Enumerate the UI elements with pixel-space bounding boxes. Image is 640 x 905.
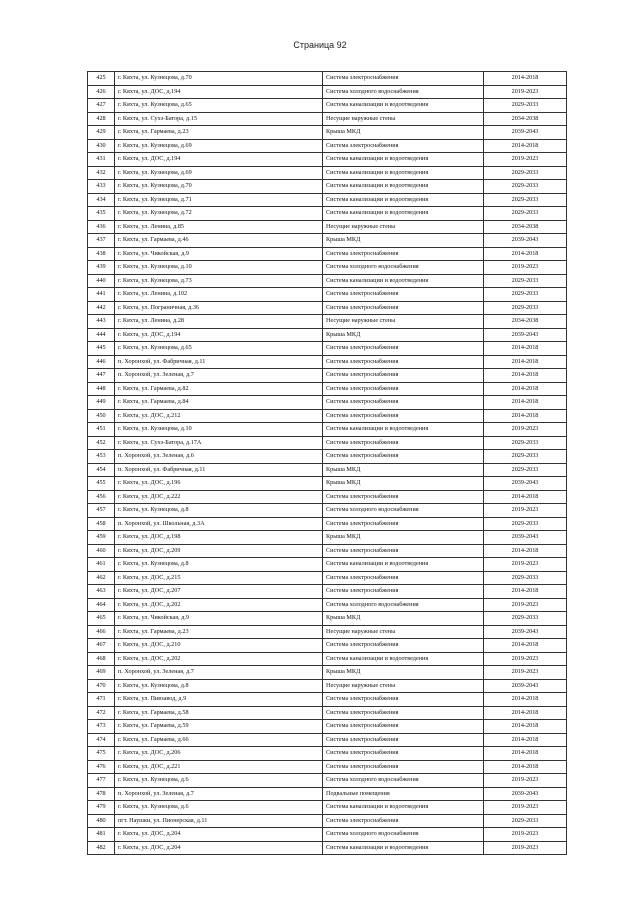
table-row [88, 112, 567, 126]
row-number: 478 [88, 787, 115, 801]
row-address: г. Кяхта, ул. Кузнецова, д.8 [115, 679, 323, 693]
row-system: Система канализации и водоотведения [323, 801, 484, 815]
table-row [88, 355, 567, 369]
row-system: Система электроснабжения [323, 301, 484, 315]
row-number: 463 [88, 585, 115, 599]
row-number: 433 [88, 180, 115, 194]
row-number: 460 [88, 544, 115, 558]
row-number: 470 [88, 679, 115, 693]
row-number: 443 [88, 315, 115, 329]
table-row [88, 315, 567, 329]
row-address: г. Кяхта, ул. Кузнецова, д.73 [115, 274, 323, 288]
table-row [88, 774, 567, 788]
row-number: 477 [88, 774, 115, 788]
row-number: 471 [88, 693, 115, 707]
table-row [88, 153, 567, 167]
row-number: 434 [88, 193, 115, 207]
table-row [88, 85, 567, 99]
row-number: 429 [88, 126, 115, 140]
table-row [88, 477, 567, 491]
row-number: 468 [88, 652, 115, 666]
row-period: 2014-2018 [484, 355, 567, 369]
table-row [88, 396, 567, 410]
table-row [88, 301, 567, 315]
table-row [88, 261, 567, 275]
row-address: г. Кяхта, ул. Ленина, д.102 [115, 288, 323, 302]
table-row [88, 639, 567, 653]
row-system: Система электроснабжения [323, 355, 484, 369]
row-address: г. Кяхта, ул. ДОС, д.222 [115, 490, 323, 504]
table-row [88, 490, 567, 504]
row-system: Система электроснабжения [323, 436, 484, 450]
row-period: 2029-2033 [484, 436, 567, 450]
row-address: г. Кяхта, ул. Кузнецова, д.69 [115, 166, 323, 180]
row-number: 456 [88, 490, 115, 504]
table-row [88, 693, 567, 707]
table-row [88, 666, 567, 680]
row-address: г. Кяхта, ул. Гармаева, д.84 [115, 396, 323, 410]
table-row [88, 787, 567, 801]
row-system: Система канализации и водоотведения [323, 180, 484, 194]
row-number: 459 [88, 531, 115, 545]
row-address: г. Кяхта, ул. ДОС, д.196 [115, 477, 323, 491]
row-period: 2019-2023 [484, 801, 567, 815]
row-number: 465 [88, 612, 115, 626]
row-number: 480 [88, 814, 115, 828]
row-number: 472 [88, 706, 115, 720]
row-address: г. Кяхта, ул. ДОС, д.221 [115, 760, 323, 774]
row-system: Система электроснабжения [323, 450, 484, 464]
row-address: г. Кяхта, ул. ДОС, д.194 [115, 153, 323, 167]
row-period: 2029-2033 [484, 301, 567, 315]
row-system: Несущие наружные стены [323, 220, 484, 234]
row-system: Крыша МКД [323, 126, 484, 140]
row-number: 425 [88, 72, 115, 86]
row-period: 2029-2033 [484, 571, 567, 585]
row-period: 2039-2043 [484, 126, 567, 140]
table-row [88, 274, 567, 288]
row-address: г. Кяхта, ул. Кузнецова, д.10 [115, 423, 323, 437]
row-system: Крыша МКД [323, 463, 484, 477]
row-system: Система холодного водоснабжения [323, 504, 484, 518]
row-number: 479 [88, 801, 115, 815]
row-address: г. Кяхта, ул. Гармаева, д.82 [115, 382, 323, 396]
row-address: г. Кяхта, ул. ДОС, д.204 [115, 828, 323, 842]
row-system: Система холодного водоснабжения [323, 261, 484, 275]
row-period: 2039-2043 [484, 679, 567, 693]
row-period: 2039-2043 [484, 531, 567, 545]
row-system: Система холодного водоснабжения [323, 598, 484, 612]
row-system: Система электроснабжения [323, 517, 484, 531]
row-number: 436 [88, 220, 115, 234]
row-address: п. Хоронхой, ул. Зеленая, д.7 [115, 666, 323, 680]
row-system: Система электроснабжения [323, 396, 484, 410]
row-system: Система электроснабжения [323, 733, 484, 747]
row-period: 2039-2043 [484, 625, 567, 639]
row-system: Система канализации и водоотведения [323, 274, 484, 288]
row-system: Система канализации и водоотведения [323, 423, 484, 437]
row-period: 2019-2023 [484, 153, 567, 167]
row-address: г. Кяхта, ул. Сухэ-Батора, д.17А [115, 436, 323, 450]
table-row [88, 517, 567, 531]
table-row [88, 612, 567, 626]
row-address: п. Хоронхой, ул. Зеленая, д.7 [115, 787, 323, 801]
row-period: 2014-2018 [484, 639, 567, 653]
row-number: 446 [88, 355, 115, 369]
table-row [88, 342, 567, 356]
row-address: г. Кяхта, ул. Чикойская, д.9 [115, 247, 323, 261]
row-number: 453 [88, 450, 115, 464]
table-row [88, 720, 567, 734]
row-address: г. Кяхта, ул. ДОС, д.209 [115, 544, 323, 558]
row-address: п. Хоронхой, ул. Фабричная, д.11 [115, 355, 323, 369]
row-number: 475 [88, 747, 115, 761]
row-address: г. Кяхта, ул. Кузнецова, д.65 [115, 99, 323, 113]
table-row [88, 72, 567, 86]
row-period: 2014-2018 [484, 490, 567, 504]
row-period: 2019-2023 [484, 504, 567, 518]
row-period: 2019-2023 [484, 841, 567, 855]
row-address: г. Кяхта, ул. Гармаева, д.66 [115, 733, 323, 747]
row-period: 2039-2043 [484, 328, 567, 342]
row-system: Система канализации и водоотведения [323, 207, 484, 221]
table-row [88, 625, 567, 639]
row-system: Система электроснабжения [323, 639, 484, 653]
row-system: Система электроснабжения [323, 288, 484, 302]
row-period: 2029-2033 [484, 612, 567, 626]
row-system: Система канализации и водоотведения [323, 153, 484, 167]
row-period: 2019-2023 [484, 598, 567, 612]
table-row [88, 99, 567, 113]
row-address: г. Кяхта, ул. ДОС, д.215 [115, 571, 323, 585]
row-number: 442 [88, 301, 115, 315]
table-row [88, 207, 567, 221]
row-number: 444 [88, 328, 115, 342]
row-number: 441 [88, 288, 115, 302]
row-period: 2029-2033 [484, 463, 567, 477]
row-number: 426 [88, 85, 115, 99]
row-number: 458 [88, 517, 115, 531]
row-period: 2029-2033 [484, 517, 567, 531]
row-period: 2029-2033 [484, 207, 567, 221]
row-period: 2014-2018 [484, 733, 567, 747]
row-period: 2019-2023 [484, 85, 567, 99]
table-row [88, 814, 567, 828]
row-number: 452 [88, 436, 115, 450]
row-system: Система холодного водоснабжения [323, 85, 484, 99]
row-system: Система электроснабжения [323, 382, 484, 396]
row-address: пгт. Наушки, ул. Пионерская, д.11 [115, 814, 323, 828]
row-address: г. Кяхта, ул. Кузнецова, д.72 [115, 207, 323, 221]
table-row [88, 369, 567, 383]
row-system: Несущие наружные стены [323, 315, 484, 329]
row-period: 2014-2018 [484, 247, 567, 261]
row-period: 2029-2033 [484, 193, 567, 207]
row-system: Система электроснабжения [323, 139, 484, 153]
row-period: 2039-2043 [484, 234, 567, 248]
table-row [88, 652, 567, 666]
row-system: Система электроснабжения [323, 342, 484, 356]
table-row [88, 220, 567, 234]
table-row [88, 558, 567, 572]
row-address: г. Кяхта, ул. Гармаева, д.46 [115, 234, 323, 248]
row-number: 438 [88, 247, 115, 261]
row-period: 2014-2018 [484, 585, 567, 599]
row-period: 2029-2033 [484, 450, 567, 464]
table-row [88, 544, 567, 558]
row-system: Система канализации и водоотведения [323, 193, 484, 207]
row-system: Система холодного водоснабжения [323, 828, 484, 842]
row-period: 2029-2033 [484, 99, 567, 113]
row-period: 2014-2018 [484, 409, 567, 423]
table-row [88, 531, 567, 545]
row-number: 457 [88, 504, 115, 518]
row-period: 2014-2018 [484, 382, 567, 396]
row-address: г. Кяхта, ул. Кузнецова, д.70 [115, 180, 323, 194]
row-address: г. Кяхта, ул. Кузнецова, д.65 [115, 342, 323, 356]
table-row [88, 193, 567, 207]
table-row [88, 585, 567, 599]
row-address: г. Кяхта, ул. Кузнецова, д.10 [115, 261, 323, 275]
table-row [88, 423, 567, 437]
row-system: Система электроснабжения [323, 72, 484, 86]
table-row [88, 760, 567, 774]
row-system: Система электроснабжения [323, 409, 484, 423]
row-period: 2039-2043 [484, 787, 567, 801]
row-number: 482 [88, 841, 115, 855]
row-address: г. Кяхта, ул. ДОС, д.207 [115, 585, 323, 599]
table-row [88, 733, 567, 747]
row-number: 481 [88, 828, 115, 842]
row-address: г. Кяхта, ул. Гармаева, д.23 [115, 126, 323, 140]
row-system: Подвальные помещения [323, 787, 484, 801]
row-system: Система электроснабжения [323, 490, 484, 504]
table-row [88, 288, 567, 302]
row-system: Система электроснабжения [323, 693, 484, 707]
table-row [88, 247, 567, 261]
row-period: 2029-2033 [484, 166, 567, 180]
row-period: 2014-2018 [484, 747, 567, 761]
table-row [88, 450, 567, 464]
row-system: Несущие наружные стены [323, 112, 484, 126]
row-system: Крыша МКД [323, 666, 484, 680]
row-period: 2019-2023 [484, 828, 567, 842]
row-system: Несущие наружные стены [323, 625, 484, 639]
table-row [88, 166, 567, 180]
row-period: 2029-2033 [484, 180, 567, 194]
row-system: Система канализации и водоотведения [323, 558, 484, 572]
row-period: 2034-2038 [484, 315, 567, 329]
table-row [88, 801, 567, 815]
row-period: 2019-2023 [484, 261, 567, 275]
row-address: г. Кяхта, ул. ДОС, д.194 [115, 85, 323, 99]
row-address: г. Кяхта, ул. Гармаева, д.23 [115, 625, 323, 639]
row-address: г. Кяхта, ул. Кузнецова, д.6 [115, 774, 323, 788]
row-period: 2014-2018 [484, 720, 567, 734]
row-period: 2014-2018 [484, 72, 567, 86]
row-period: 2014-2018 [484, 396, 567, 410]
row-number: 439 [88, 261, 115, 275]
row-system: Система электроснабжения [323, 706, 484, 720]
row-number: 447 [88, 369, 115, 383]
row-system: Система канализации и водоотведения [323, 99, 484, 113]
row-address: г. Кяхта, ул. Чикойская, д.9 [115, 612, 323, 626]
row-period: 2034-2038 [484, 112, 567, 126]
row-number: 451 [88, 423, 115, 437]
row-number: 437 [88, 234, 115, 248]
table-row [88, 679, 567, 693]
table-row [88, 747, 567, 761]
table-row [88, 504, 567, 518]
row-system: Крыша МКД [323, 328, 484, 342]
row-number: 428 [88, 112, 115, 126]
row-address: г. Кяхта, ул. Пограничная, д.36 [115, 301, 323, 315]
row-system: Система холодного водоснабжения [323, 774, 484, 788]
row-number: 455 [88, 477, 115, 491]
row-system: Крыша МКД [323, 477, 484, 491]
row-period: 2014-2018 [484, 369, 567, 383]
table-row [88, 463, 567, 477]
table-row [88, 828, 567, 842]
row-period: 2014-2018 [484, 139, 567, 153]
table-body [88, 72, 567, 855]
row-address: г. Кяхта, ул. ДОС, д.202 [115, 598, 323, 612]
row-number: 427 [88, 99, 115, 113]
row-address: г. Кяхта, ул. Кузнецова, д.70 [115, 72, 323, 86]
row-address: г. Кяхта, ул. ДОС, д.206 [115, 747, 323, 761]
row-system: Система электроснабжения [323, 720, 484, 734]
row-period: 2014-2018 [484, 693, 567, 707]
row-period: 2019-2023 [484, 666, 567, 680]
row-address: г. Кяхта, ул. Кузнецова, д.8 [115, 558, 323, 572]
row-number: 431 [88, 153, 115, 167]
row-number: 467 [88, 639, 115, 653]
table-row [88, 139, 567, 153]
row-address: г. Кяхта, ул. Пивзавод, д.9 [115, 693, 323, 707]
row-number: 469 [88, 666, 115, 680]
row-number: 445 [88, 342, 115, 356]
row-number: 473 [88, 720, 115, 734]
row-period: 2029-2033 [484, 814, 567, 828]
row-number: 435 [88, 207, 115, 221]
table-row [88, 234, 567, 248]
row-number: 462 [88, 571, 115, 585]
row-system: Система канализации и водоотведения [323, 652, 484, 666]
row-number: 430 [88, 139, 115, 153]
row-address: г. Кяхта, ул. Сухэ-Батора, д.15 [115, 112, 323, 126]
table-row [88, 382, 567, 396]
table-row [88, 571, 567, 585]
row-system: Система электроснабжения [323, 760, 484, 774]
row-address: г. Кяхта, ул. Кузнецова, д.8 [115, 504, 323, 518]
row-number: 448 [88, 382, 115, 396]
table-row [88, 436, 567, 450]
table-row [88, 328, 567, 342]
row-system: Система канализации и водоотведения [323, 166, 484, 180]
row-address: г. Кяхта, ул. Кузнецова, д.6 [115, 801, 323, 815]
row-system: Система электроснабжения [323, 247, 484, 261]
row-period: 2014-2018 [484, 342, 567, 356]
row-number: 464 [88, 598, 115, 612]
row-number: 466 [88, 625, 115, 639]
row-address: г. Кяхта, ул. Гармаева, д.58 [115, 706, 323, 720]
row-number: 440 [88, 274, 115, 288]
row-address: п. Хоронхой, ул. Зеленая, д.6 [115, 450, 323, 464]
row-number: 454 [88, 463, 115, 477]
row-system: Крыша МКД [323, 234, 484, 248]
row-system: Крыша МКД [323, 531, 484, 545]
row-period: 2034-2038 [484, 220, 567, 234]
row-period: 2014-2018 [484, 760, 567, 774]
row-period: 2019-2023 [484, 423, 567, 437]
row-system: Система электроснабжения [323, 544, 484, 558]
row-address: г. Кяхта, ул. ДОС, д.204 [115, 841, 323, 855]
row-address: п. Хоронхой, ул. Фабричная, д.11 [115, 463, 323, 477]
row-address: г. Кяхта, ул. ДОС, д.198 [115, 531, 323, 545]
row-period: 2029-2033 [484, 288, 567, 302]
row-system: Несущие наружные стены [323, 679, 484, 693]
row-address: г. Кяхта, ул. ДОС, д.212 [115, 409, 323, 423]
row-address: г. Кяхта, ул. Гармаева, д.59 [115, 720, 323, 734]
table-row [88, 841, 567, 855]
table-row [88, 126, 567, 140]
row-number: 461 [88, 558, 115, 572]
row-system: Система электроснабжения [323, 814, 484, 828]
row-period: 2019-2023 [484, 774, 567, 788]
row-number: 450 [88, 409, 115, 423]
row-system: Система электроснабжения [323, 571, 484, 585]
table-row [88, 598, 567, 612]
page-title: Страница 92 [293, 40, 347, 50]
row-address: г. Кяхта, ул. Ленина, д.85 [115, 220, 323, 234]
row-address: г. Кяхта, ул. ДОС, д.202 [115, 652, 323, 666]
row-period: 2039-2043 [484, 477, 567, 491]
row-address: г. Кяхта, ул. Кузнецова, д.71 [115, 193, 323, 207]
row-period: 2014-2018 [484, 706, 567, 720]
row-address: п. Хоронхой, ул. Зеленая, д.7 [115, 369, 323, 383]
row-number: 449 [88, 396, 115, 410]
capital-repair-table [87, 71, 567, 855]
row-number: 474 [88, 733, 115, 747]
row-system: Система канализации и водоотведения [323, 841, 484, 855]
row-address: п. Хоронхой, ул. Школьная, д.3А [115, 517, 323, 531]
table-row [88, 706, 567, 720]
row-period: 2019-2023 [484, 558, 567, 572]
row-address: г. Кяхта, ул. ДОС, д.194 [115, 328, 323, 342]
row-system: Система электроснабжения [323, 747, 484, 761]
row-system: Система электроснабжения [323, 369, 484, 383]
row-address: г. Кяхта, ул. Ленина, д.28 [115, 315, 323, 329]
table-row [88, 180, 567, 194]
row-address: г. Кяхта, ул. Кузнецова, д.69 [115, 139, 323, 153]
row-system: Крыша МКД [323, 612, 484, 626]
row-system: Система электроснабжения [323, 585, 484, 599]
row-period: 2019-2023 [484, 652, 567, 666]
row-period: 2014-2018 [484, 544, 567, 558]
row-period: 2029-2033 [484, 274, 567, 288]
row-number: 432 [88, 166, 115, 180]
row-address: г. Кяхта, ул. ДОС, д.210 [115, 639, 323, 653]
row-number: 476 [88, 760, 115, 774]
table-row [88, 409, 567, 423]
